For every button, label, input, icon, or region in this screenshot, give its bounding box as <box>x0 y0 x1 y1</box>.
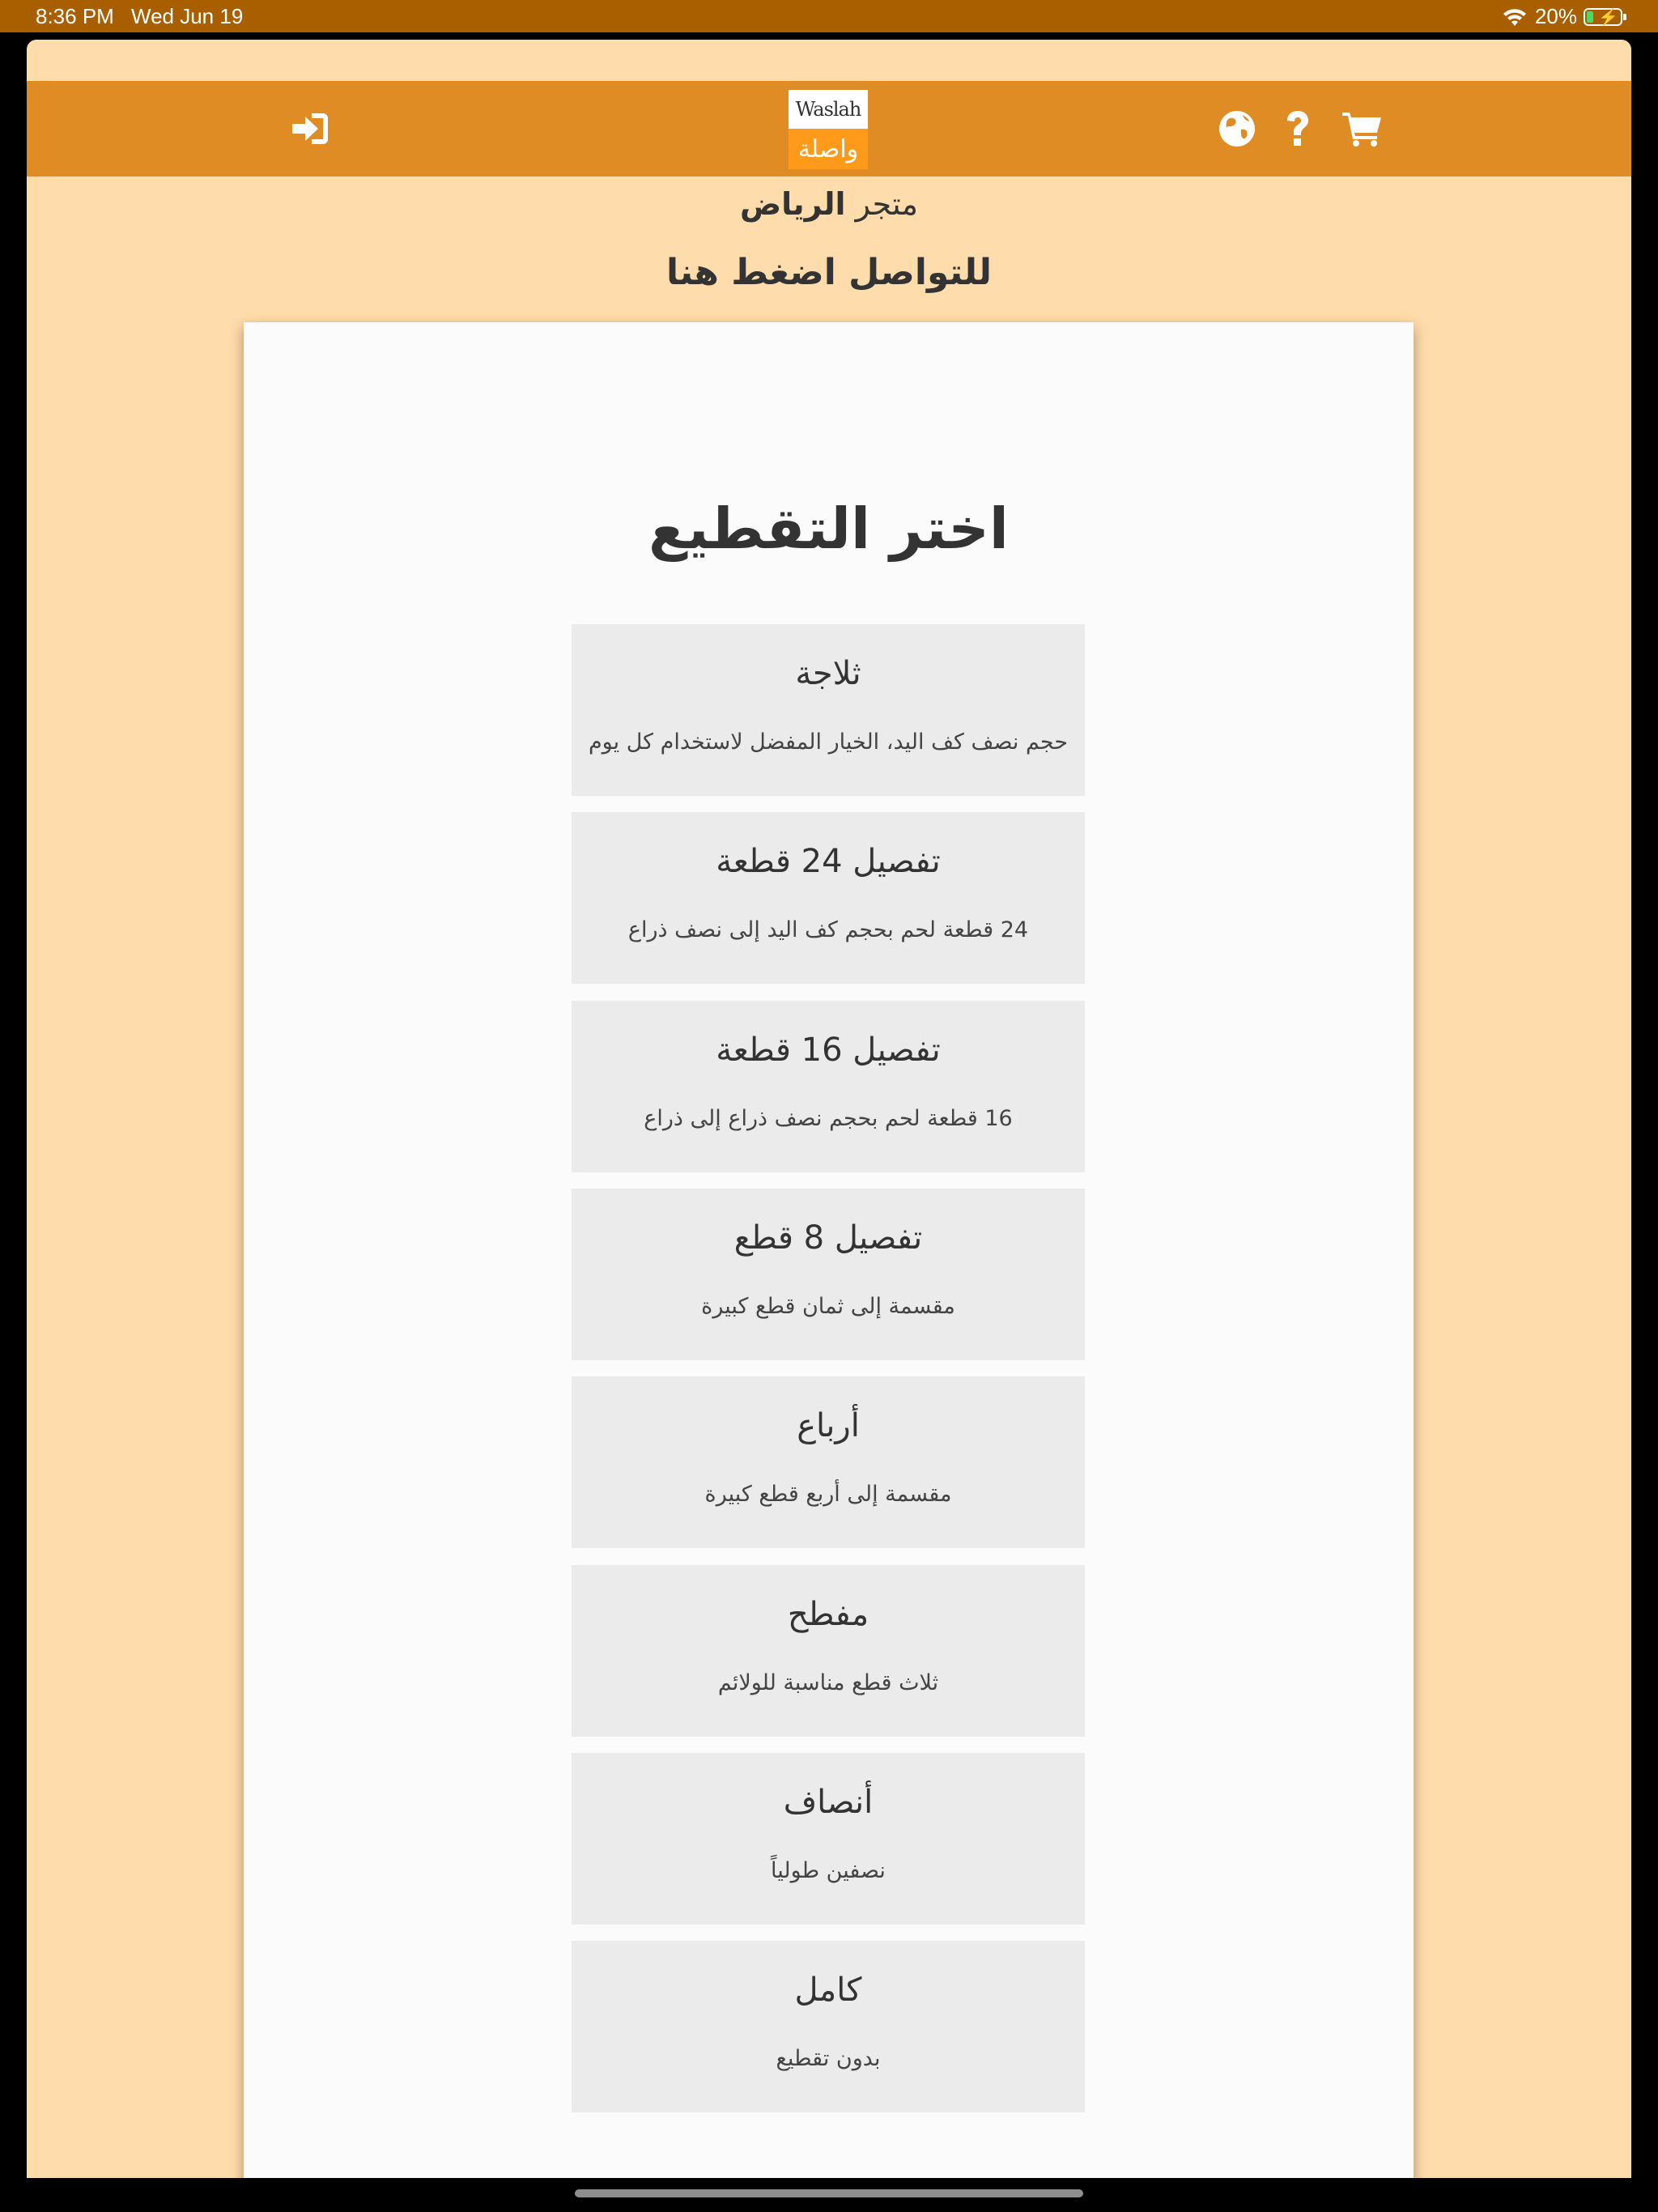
cut-option-desc: مقسمة إلى أربع قطع كبيرة <box>704 1482 952 1507</box>
cut-option-desc: مقسمة إلى ثمان قطع كبيرة <box>701 1294 955 1319</box>
home-indicator[interactable] <box>575 2189 1083 2197</box>
battery-icon: ⚡ <box>1584 8 1622 26</box>
cut-option[interactable] <box>572 1565 1085 1737</box>
cut-option-name: تفصيل 8 قطع <box>733 1219 923 1257</box>
cut-option[interactable] <box>572 1941 1085 2112</box>
status-date: Wed Jun 19 <box>131 4 244 28</box>
question-icon[interactable] <box>1273 81 1322 177</box>
cut-option-name: كامل <box>794 1972 862 2009</box>
cut-option-name: ثلاجة <box>795 655 861 692</box>
app-sheet <box>27 40 1631 2178</box>
cut-option[interactable] <box>572 1376 1085 1548</box>
cut-option[interactable] <box>572 1001 1085 1172</box>
cut-option-name: تفصيل 16 قطعة <box>716 1032 941 1069</box>
sign-in-icon[interactable] <box>278 81 342 177</box>
logo-latin: Waslah <box>789 90 868 129</box>
top-navbar <box>27 81 1631 177</box>
store-prefix: متجر <box>855 186 918 222</box>
store-name <box>27 186 1631 222</box>
cut-option-desc: نصفين طولياً <box>771 1858 886 1883</box>
cart-icon[interactable] <box>1330 81 1395 177</box>
cut-option[interactable] <box>572 1189 1085 1360</box>
cut-option-desc: ثلاث قطع مناسبة للولائم <box>717 1670 939 1695</box>
cut-option-desc: بدون تقطيع <box>776 2046 881 2071</box>
cut-option-desc: 24 قطعة لحم بحجم كف اليد إلى نصف ذراع <box>627 917 1029 942</box>
cut-option-name: مفطح <box>787 1596 869 1633</box>
store-city: الرياض <box>739 186 846 222</box>
contact-link[interactable]: للتواصل اضغط هنا <box>665 252 993 293</box>
cut-option-name: أرباع <box>797 1407 860 1444</box>
cut-option-desc: حجم نصف كف اليد، الخيار المفضل لاستخدام كل يوم <box>588 730 1069 755</box>
cut-option-name: تفصيل 24 قطعة <box>716 843 941 880</box>
status-time: 8:36 PM <box>36 4 114 28</box>
cut-option[interactable] <box>572 1753 1085 1925</box>
waslah-logo[interactable] <box>789 90 868 169</box>
logo-arabic: واصلة <box>789 129 868 169</box>
wifi-icon <box>1501 6 1528 28</box>
cut-option-desc: 16 قطعة لحم بحجم نصف ذراع إلى ذراع <box>644 1106 1013 1131</box>
page-title: اختر التقطيع <box>648 496 1009 562</box>
cut-option[interactable] <box>572 812 1085 984</box>
status-right <box>1501 4 1622 29</box>
globe-icon[interactable] <box>1209 81 1265 177</box>
cut-selection-card <box>244 322 1414 2178</box>
battery-percent: 20% <box>1534 4 1577 28</box>
cut-option-name: أنصاف <box>783 1784 874 1821</box>
status-bar <box>0 0 1658 32</box>
cut-option[interactable] <box>572 624 1085 796</box>
